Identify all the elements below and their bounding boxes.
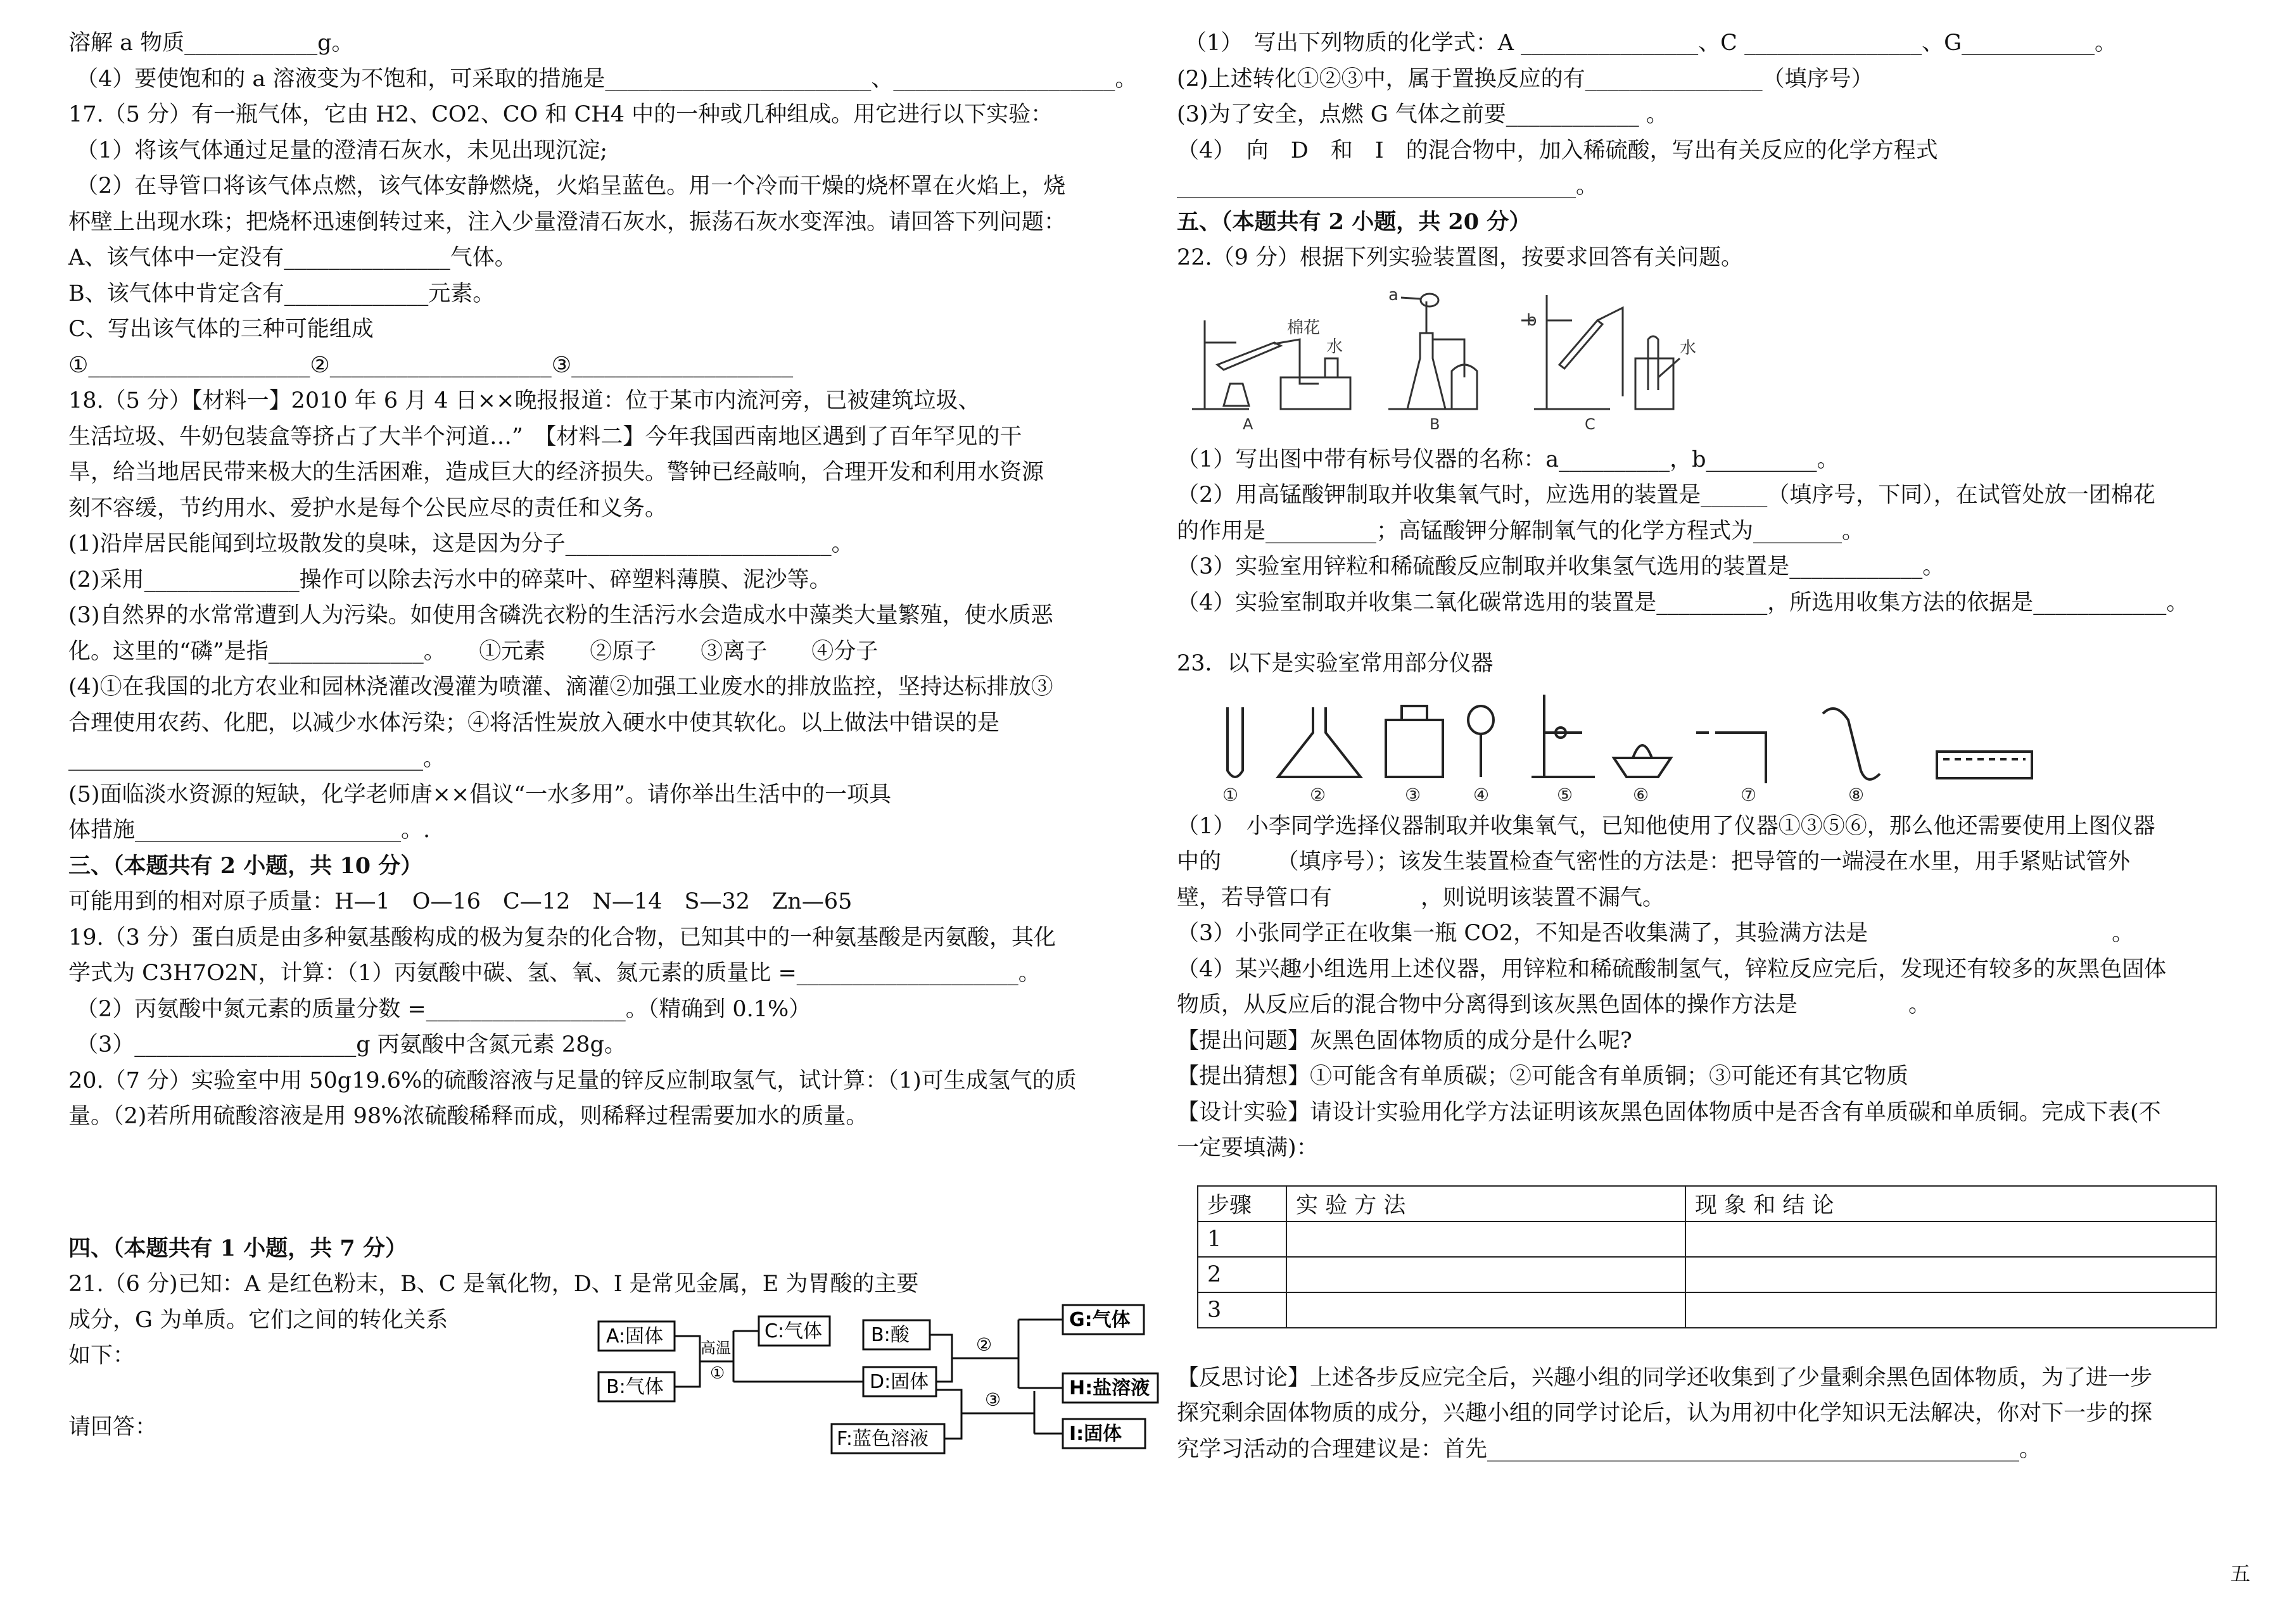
text-line: 溶解 a 物质____________g。 [68, 30, 354, 56]
text-line: （2）在导管口将该气体点燃，该气体安静燃烧，火焰呈蓝色。用一个冷而干燥的烧杯罩在火焰上，烧 [76, 173, 1066, 199]
label-cotton: 棉花 [1287, 318, 1321, 337]
instrument-num-4: ④ [1473, 784, 1490, 802]
condition-high-temp: 高温 [701, 1339, 731, 1357]
instrument-num-2: ② [1310, 784, 1326, 802]
text-line: 生活垃圾、牛奶包装盒等挤占了大半个河道…” 【材料二】今年我国西南地区遇到了百年罕见的干 [68, 424, 1022, 450]
row-method[interactable] [1286, 1292, 1685, 1328]
table-header-row [1198, 1186, 2216, 1221]
text-line: （1）将该气体通过足量的澄清石灰水，未见出现沉淀; [76, 137, 608, 163]
row-step: 1 [1198, 1221, 1286, 1257]
question-17: 17.（5 分）有一瓶气体，它由 H2、CO2、CO 和 CH4 中的一种或几种组成。用它进行以下实验： [68, 102, 1053, 127]
apparatus-figure [1179, 282, 1749, 434]
question-18: 18.（5 分）【材料一】2010 年 6 月 4 日××晚报报道：位于某市内流河旁，已被建筑垃圾、 [68, 388, 980, 413]
text-line: 合理使用农药、化肥，以减少水体污染；④将活性炭放入硬水中使其软化。以上做法中错误的是 [68, 710, 1000, 736]
question-22: 22.（9 分）根据下列实验装置图，按要求回答有关问题。 [1177, 245, 1744, 270]
table-row [1198, 1257, 2216, 1292]
node-B: B:气体 [606, 1375, 664, 1398]
text-line: （1） 写出下列物质的化学式：A ________________、C ________________、G____________。 [1184, 30, 2117, 56]
text-line: （1）写出图中带有标号仪器的名称：a__________，b__________。 [1177, 446, 1839, 472]
node-F: F:蓝色溶液 [837, 1427, 929, 1450]
table-row [1198, 1292, 2216, 1328]
text-line: ____________________________________。 [1177, 173, 1599, 199]
text-line: C、写出该气体的三种可能组成 [68, 317, 374, 342]
instrument-num-5: ⑤ [1557, 784, 1573, 802]
text-line: B、该气体中肯定含有_____________元素。 [68, 281, 495, 306]
text-line: (3)为了安全，点燃 G 气体之前要____________ 。 [1177, 102, 1668, 127]
text-line: A、该气体中一定没有_______________气体。 [68, 245, 517, 270]
text-line: （3）小张同学正在收集一瓶 CO2，不知是否收集满了，其验满方法是 。 [1177, 921, 2134, 946]
node-H: H:盐溶液 [1069, 1377, 1150, 1399]
instrument-num-8: ⑧ [1848, 784, 1865, 802]
instrument-num-7: ⑦ [1741, 784, 1757, 802]
instrument-num-3: ③ [1405, 784, 1421, 802]
question-20: 20.（7 分）实验室中用 50g19.6%的硫酸溶液与足量的锌反应制取氢气，试计算：（1)可生成氢气的质 [68, 1068, 1077, 1094]
instrument-num-1: ① [1222, 784, 1239, 802]
section-4-heading: 四、（本题共有 1 小题，共 7 分） [68, 1235, 407, 1261]
node-C: C:气体 [764, 1320, 823, 1342]
text-line: 量。（2)若所用硫酸溶液是用 98%浓硫酸稀释而成，则稀释过程需要加水的质量。 [68, 1104, 868, 1129]
label-3: ③ [985, 1389, 1001, 1410]
label-water-a: 水 [1326, 337, 1343, 356]
text-line: 中的 （填序号）；该发生装置检查气密性的方法是：把导管的一端浸在水里，用手紧贴试管外 [1177, 849, 2131, 874]
row-method[interactable] [1286, 1257, 1685, 1292]
question-19: 19.（3 分）蛋白质是由多种氨基酸构成的极为复杂的化合物，已知其中的一种氨基酸是丙氨酸，其化 [68, 924, 1056, 950]
row-result[interactable] [1685, 1292, 2216, 1328]
table-row [1198, 1221, 2216, 1257]
text-line: (4)①在我国的北方农业和园林浇灌改漫灌为喷灌、滴灌②加强工业废水的排放监控，坚持达标排放③ [68, 674, 1053, 700]
text-line: 化。这里的“磷”是指______________。 ①元素 ②原子 ③离子 ④分子 [68, 638, 878, 664]
label-a: a [1388, 285, 1399, 305]
right-column [1177, 25, 2247, 1467]
header-result: 现 象 和 结 论 [1685, 1186, 2216, 1221]
text-line: （4）某兴趣小组选用上述仪器，用锌粒和稀硫酸制氢气，锌粒反应完后，发现还有较多的灰黑色固体 [1177, 956, 2167, 982]
label-C: C [1585, 415, 1595, 433]
text-line: 旱，给当地居民带来极大的生活困难，造成巨大的经济损失。警钟已经敲响，合理开发和利用水资源 [68, 460, 1044, 485]
row-result[interactable] [1685, 1257, 2216, 1292]
section-3-heading: 三、（本题共有 2 小题，共 10 分） [68, 852, 423, 879]
left-column [68, 25, 1150, 1454]
text-line: （4） 向 D 和 I 的混合物中，加入稀硫酸，写出有关反应的化学方程式 [1177, 137, 1938, 163]
text-line: （3）实验室用锌粒和稀硫酸反应制取并收集氢气选用的装置是____________。 [1177, 554, 1945, 579]
text-line: 请回答： [68, 1414, 158, 1440]
text-line: （4）实验室制取并收集二氧化碳常选用的装置是__________，所选用收集方法的依据是____________。 [1177, 590, 2189, 615]
label-water-c: 水 [1680, 338, 1697, 358]
text-line: 究学习活动的合理建议是：首先________________________________________________。 [1177, 1436, 2042, 1462]
text-line: 【提出问题】灰黑色固体物质的成分是什么呢? [1177, 1028, 1632, 1054]
question-21-body [68, 1302, 1150, 1454]
label-b: b [1526, 310, 1537, 330]
row-step: 2 [1198, 1257, 1286, 1292]
text-line: (1)沿岸居民能闻到垃圾散发的臭味，这是因为分子________________________。 [68, 531, 854, 557]
question-23: 23．以下是实验室常用部分仪器 [1177, 651, 1494, 676]
text-line: ①____________________②____________________③____________________ [68, 352, 794, 378]
row-method[interactable] [1286, 1221, 1685, 1257]
question-21: 21.（6 分)已知：A 是红色粉末，B、C 是氧化物，D、I 是常见金属，E 为胃酸的主要 [68, 1271, 919, 1297]
text-line: (3)自然界的水常常遭到人为污染。如使用含磷洗衣粉的生活污水会造成水中藻类大量繁殖，使水质恶 [68, 603, 1053, 628]
instruments-figure [1177, 688, 2064, 802]
node-I: I:固体 [1069, 1422, 1122, 1445]
node-B-acid: B:酸 [871, 1323, 910, 1346]
text-line: 探究剩余固体物质的成分，兴趣小组的同学讨论后，认为用初中化学知识无法解决，你对下一步的探 [1177, 1401, 2153, 1426]
text-line: 杯壁上出现水珠；把烧杯迅速倒转过来，注入少量澄清石灰水，振荡石灰水变浑浊。请回答下列问题： [68, 209, 1067, 235]
text-line: （1） 小李同学选择仪器制取并收集氧气，已知他使用了仪器①③⑤⑥，那么他还需要使用上图仪器 [1177, 813, 2155, 839]
text-line: 如下： [68, 1343, 136, 1368]
text-line: 【反思讨论】上述各步反应完全后，兴趣小组的同学还收集到了少量剩余黑色固体物质，为了进一步 [1177, 1365, 2153, 1391]
label-A: A [1243, 415, 1253, 433]
label-2: ② [976, 1334, 993, 1355]
label-1: ① [710, 1363, 725, 1383]
section-5-heading: 五、（本题共有 2 小题，共 20 分） [1177, 208, 1532, 235]
text-line: （4）要使饱和的 a 溶液变为不饱和，可采取的措施是________________________、____________________。 [76, 66, 1138, 92]
text-line: (5)面临淡水资源的短缺，化学老师唐××倡议“一水多用”。请你举出生活中的一项具 [68, 781, 892, 807]
text-line: 【设计实验】请设计实验用化学方法证明该灰黑色固体物质中是否含有单质碳和单质铜。完成下表(不 [1177, 1099, 2161, 1125]
node-G: G:气体 [1069, 1308, 1131, 1331]
node-D: D:固体 [870, 1370, 929, 1393]
row-result[interactable] [1685, 1221, 2216, 1257]
text-line: (2)上述转化①②③中，属于置换反应的有________________（填序号） [1177, 66, 1874, 92]
text-line: 学式为 C3H7O2N，计算：（1）丙氨酸中碳、氢、氧、氮元素的质量比 =____________________。 [68, 961, 1041, 986]
text-line: 物质，从反应后的混合物中分离得到该灰黑色固体的操作方法是 。 [1177, 992, 1931, 1018]
page-number: 五 [2229, 1561, 2250, 1586]
text-line: 的作用是__________；高锰酸钾分解制氧气的化学方程式为________。 [1177, 518, 1865, 544]
instrument-num-6: ⑥ [1633, 784, 1649, 802]
text-line: 一定要填满)： [1177, 1135, 1319, 1161]
atomic-mass-line: 可能用到的相对原子质量：H—1 O—16 C—12 N—14 S—32 Zn—65 [68, 889, 853, 914]
text-line: 成分，G 为单质。它们之间的转化关系 [68, 1307, 448, 1333]
header-step: 步骤 [1198, 1186, 1286, 1221]
label-B: B [1430, 415, 1440, 433]
transformation-flow-diagram [597, 1302, 1205, 1454]
row-step: 3 [1198, 1292, 1286, 1328]
text-line: 刻不容缓，节约用水、爱护水是每个公民应尽的责任和义务。 [68, 495, 668, 521]
text-line: (2)采用______________操作可以除去污水中的碎菜叶、碎塑料薄膜、泥沙等。 [68, 567, 832, 593]
node-A: A:固体 [606, 1325, 664, 1347]
text-line: 【提出猜想】①可能含有单质碳；②可能含有单质铜；③可能还有其它物质 [1177, 1064, 1909, 1089]
text-line: （3）____________________g 丙氨酸中含氮元素 28g。 [76, 1032, 626, 1057]
text-line: （2）丙氨酸中氮元素的质量分数 =__________________。（精确到 0.1%） [76, 996, 811, 1022]
experiment-table [1197, 1185, 2217, 1328]
header-method: 实 验 方 法 [1286, 1186, 1685, 1221]
text-line: 体措施________________________。. [68, 817, 431, 843]
text-line: （2）用高锰酸钾制取并收集氧气时，应选用的装置是______（填序号，下同），在试管处放一团棉花 [1177, 483, 2155, 508]
text-line: ________________________________。 [68, 746, 446, 771]
text-line: 壁，若导管口有 ，则说明该装置不漏气。 [1177, 885, 1665, 911]
